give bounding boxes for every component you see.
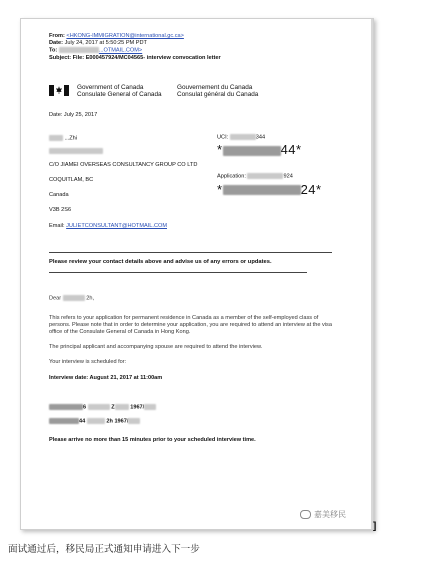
divider [49,272,307,273]
email-date: Date: July 24, 2017 at 5:50:25 PM PDT [49,40,147,47]
bracket-mark: ] [373,521,377,532]
interviewee-2: 44 2h 1967/ [49,418,341,426]
review-notice: Please review your contact details above and advise us of any errors or updates. [49,258,272,265]
application-barcode-text: * 24* [217,181,322,197]
applicant-name: ...Zhi [64,134,77,141]
page-edge [371,19,373,529]
letter-document [49,33,349,444]
file-identifiers [217,134,357,197]
paragraph-attendance: The principal applicant and accompanying spouse are required to attend the interview. [49,344,263,351]
canada-flag-icon [49,85,69,96]
uci-barcode-text: * 44* [217,142,302,158]
letter-image [20,18,377,532]
uci-label-line: UCI: 344 [217,133,266,140]
watermark: 嘉美移民 [300,509,346,520]
caption: 面试通过后，移民局正式通知申请进入下一步 [8,544,200,555]
letterhead-french: Gouvernement du Canada Consulat général du Canada [177,84,259,99]
wechat-icon [300,510,311,519]
divider [49,252,332,253]
letterhead-english: Government of Canada Consulate General of Canada [77,84,162,99]
email-from: From: <HKONG-IMMIGRATION@international.gc.ca> [49,33,184,39]
email-subject: Subject: File: E000457924/MC04565- interview convocation letter [49,55,221,62]
interviewee-1: 6 Z 1967/ [49,404,341,412]
arrival-notice: Please arrive no more than 15 minutes prior to your scheduled interview time. [49,437,256,444]
postal-line: V3B 2S6 [49,207,72,214]
paragraph-application: This refers to your application for permanent residence in Canada as a member of the self-employed class of persons. Please note that in order to determine your application, you are required to attend an interview at the visa office of the Consulate General of Canada in Hong Kong. [49,314,332,335]
email-to: To: ...OTMAIL.COM> [49,47,143,54]
email-to-address[interactable]: ...OTMAIL.COM> [98,47,143,54]
application-label-line: Application: 924 [217,173,293,180]
recipient-address [49,134,209,230]
email-from-address[interactable]: <HKONG-IMMIGRATION@international.gc.ca> [66,33,184,39]
country-line: Canada [49,192,69,199]
city-line: COQUITLAM, BC [49,177,94,184]
interview-date: Interview date: August 21, 2017 at 11:00am [49,374,163,381]
salutation: Dear 2h, [49,295,95,302]
address-block [49,134,349,244]
email-line: Email: JULIETCONSULTANT@HOTMAIL.COM [49,222,167,229]
paragraph-scheduled: Your interview is scheduled for: [49,359,127,366]
recipient-email-link[interactable]: JULIETCONSULTANT@HOTMAIL.COM [66,222,167,229]
review-notice-box [49,252,349,273]
care-of-line: C/O JIAMEI OVERSEAS CONSULTANCY GROUP CO LTD [49,161,198,168]
letterhead [49,84,349,98]
letter-date: Date: July 25, 2017 [49,112,98,119]
